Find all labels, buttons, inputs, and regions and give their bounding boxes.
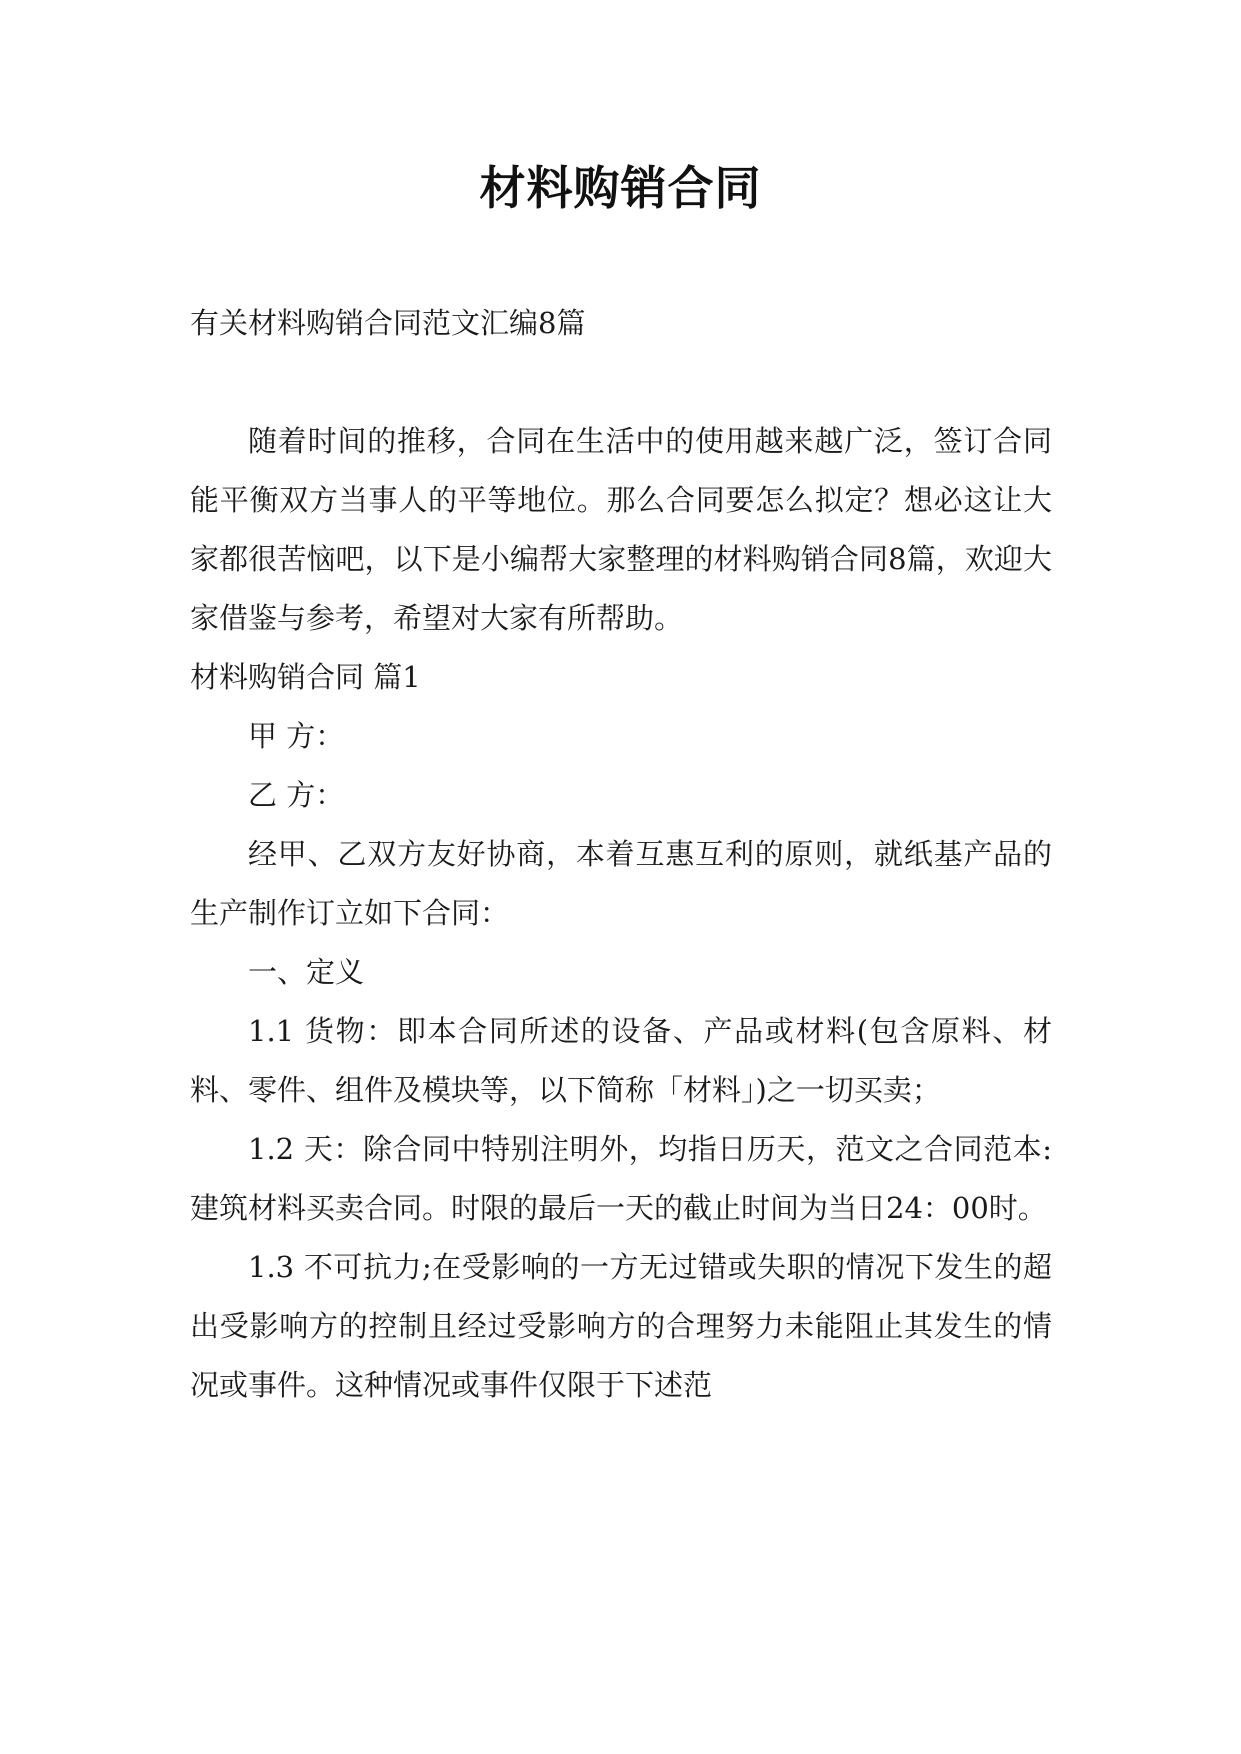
document-subtitle: 有关材料购销合同范文汇编8篇 (190, 306, 586, 340)
spacer (190, 353, 1052, 412)
party-a-line: 甲 方： (248, 719, 345, 753)
clause-1-2: 1.2 天：除合同中特别注明外，均指日历天，范文之合同范本:建筑材料买卖合同。时限的最后一天的截止时间为当日24：00时。 (190, 1132, 1052, 1225)
intro-paragraph: 随着时间的推移，合同在生活中的使用越来越广泛，签订合同能平衡双方当事人的平等地位。那么合同要怎么拟定？想必这让大家都很苦恼吧，以下是小编帮大家整理的材料购销合同8篇，欢迎大家借鉴与参考，希望对大家有所帮助。 (190, 424, 1052, 635)
clause-1-3: 1.3 不可抗力;在受影响的一方无过错或失职的情况下发生的超出受影响方的控制且经过受影响方的合理努力未能阻止其发生的情况或事件。这种情况或事件仅限于下述范 (190, 1250, 1052, 1402)
clause-1-1: 1.1 货物：即本合同所述的设备、产品或材料(包含原料、材料、零件、组件及模块等，以下简称「材料」)之一切买卖； (190, 1014, 1052, 1107)
document-body (190, 294, 1052, 1415)
definition-heading: 一、定义 (248, 955, 365, 989)
section-heading: 材料购销合同 篇1 (190, 660, 421, 694)
agreement-paragraph: 经甲、乙双方友好协商，本着互惠互利的原则，就纸基产品的生产制作订立如下合同： (190, 837, 1052, 930)
document-title: 材料购销合同 (479, 161, 762, 215)
party-b-line: 乙 方： (248, 778, 345, 812)
